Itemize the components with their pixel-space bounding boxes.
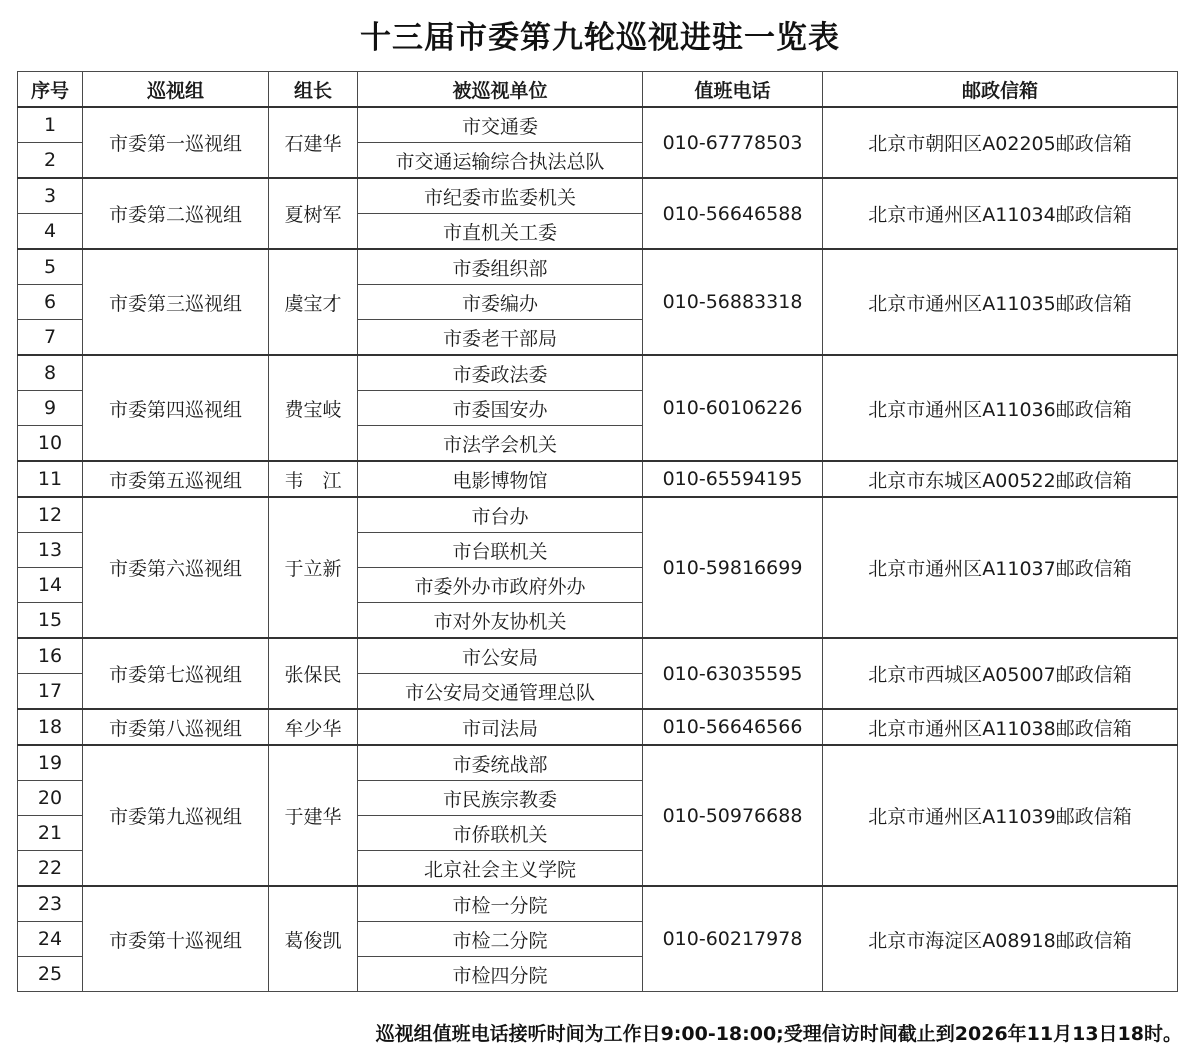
seq-cell: 16 bbox=[18, 638, 83, 674]
group-name-cell: 市委第五巡视组 bbox=[83, 461, 269, 497]
footer-note: 巡视组值班电话接听时间为工作日9:00-18:00;受理信访时间截止到2026年11月13日18时。 bbox=[375, 1023, 1182, 1045]
table-row bbox=[18, 709, 1178, 745]
duty-phone-cell: 010-50976688 bbox=[643, 745, 823, 886]
group-leader-cell: 牟少华 bbox=[269, 709, 358, 745]
table-row bbox=[18, 355, 1178, 391]
inspected-unit-cell: 市委编办 bbox=[358, 285, 643, 320]
mailbox-cell: 北京市通州区A11035邮政信箱 bbox=[823, 249, 1178, 355]
seq-cell: 9 bbox=[18, 391, 83, 426]
header-seq: 序号 bbox=[18, 72, 83, 108]
inspected-unit-cell: 市台办 bbox=[358, 497, 643, 533]
seq-cell: 14 bbox=[18, 568, 83, 603]
group-name-cell: 市委第九巡视组 bbox=[83, 745, 269, 886]
seq-cell: 15 bbox=[18, 603, 83, 639]
seq-cell: 11 bbox=[18, 461, 83, 497]
table-body bbox=[18, 107, 1178, 992]
seq-cell: 13 bbox=[18, 533, 83, 568]
seq-cell: 18 bbox=[18, 709, 83, 745]
seq-cell: 10 bbox=[18, 426, 83, 462]
mailbox-cell: 北京市东城区A00522邮政信箱 bbox=[823, 461, 1178, 497]
inspected-unit-cell: 市委统战部 bbox=[358, 745, 643, 781]
inspected-unit-cell: 市对外友协机关 bbox=[358, 603, 643, 639]
table-row bbox=[18, 886, 1178, 922]
table-row bbox=[18, 178, 1178, 214]
inspected-unit-cell: 市委政法委 bbox=[358, 355, 643, 391]
inspected-unit-cell: 市直机关工委 bbox=[358, 214, 643, 250]
group-leader-cell: 葛俊凯 bbox=[269, 886, 358, 992]
inspected-unit-cell: 市委国安办 bbox=[358, 391, 643, 426]
seq-cell: 12 bbox=[18, 497, 83, 533]
seq-cell: 25 bbox=[18, 957, 83, 992]
inspected-unit-cell: 市侨联机关 bbox=[358, 816, 643, 851]
inspected-unit-cell: 电影博物馆 bbox=[358, 461, 643, 497]
group-name-cell: 市委第三巡视组 bbox=[83, 249, 269, 355]
header-leader: 组长 bbox=[269, 72, 358, 108]
header-unit: 被巡视单位 bbox=[358, 72, 643, 108]
seq-cell: 5 bbox=[18, 249, 83, 285]
mailbox-cell: 北京市通州区A11039邮政信箱 bbox=[823, 745, 1178, 886]
duty-phone-cell: 010-63035595 bbox=[643, 638, 823, 709]
mailbox-cell: 北京市通州区A11038邮政信箱 bbox=[823, 709, 1178, 745]
mailbox-cell: 北京市通州区A11037邮政信箱 bbox=[823, 497, 1178, 638]
inspected-unit-cell: 市交通委 bbox=[358, 107, 643, 143]
group-leader-cell: 于立新 bbox=[269, 497, 358, 638]
table-row bbox=[18, 461, 1178, 497]
seq-cell: 4 bbox=[18, 214, 83, 250]
page-title: 十三届市委第九轮巡视进驻一览表 bbox=[360, 20, 840, 56]
table-row bbox=[18, 249, 1178, 285]
duty-phone-cell: 010-67778503 bbox=[643, 107, 823, 178]
duty-phone-cell: 010-56646566 bbox=[643, 709, 823, 745]
duty-phone-cell: 010-65594195 bbox=[643, 461, 823, 497]
inspected-unit-cell: 市交通运输综合执法总队 bbox=[358, 143, 643, 179]
group-leader-cell: 石建华 bbox=[269, 107, 358, 178]
inspected-unit-cell: 市委组织部 bbox=[358, 249, 643, 285]
seq-cell: 19 bbox=[18, 745, 83, 781]
seq-cell: 22 bbox=[18, 851, 83, 887]
group-leader-cell: 虞宝才 bbox=[269, 249, 358, 355]
mailbox-cell: 北京市通州区A11034邮政信箱 bbox=[823, 178, 1178, 249]
inspected-unit-cell: 市司法局 bbox=[358, 709, 643, 745]
inspected-unit-cell: 市检四分院 bbox=[358, 957, 643, 992]
inspected-unit-cell: 市台联机关 bbox=[358, 533, 643, 568]
table-row bbox=[18, 638, 1178, 674]
header-mailbox: 邮政信箱 bbox=[823, 72, 1178, 108]
seq-cell: 20 bbox=[18, 781, 83, 816]
inspected-unit-cell: 北京社会主义学院 bbox=[358, 851, 643, 887]
inspected-unit-cell: 市委外办市政府外办 bbox=[358, 568, 643, 603]
duty-phone-cell: 010-60106226 bbox=[643, 355, 823, 461]
inspected-unit-cell: 市法学会机关 bbox=[358, 426, 643, 462]
seq-cell: 21 bbox=[18, 816, 83, 851]
group-name-cell: 市委第十巡视组 bbox=[83, 886, 269, 992]
duty-phone-cell: 010-56646588 bbox=[643, 178, 823, 249]
inspected-unit-cell: 市检二分院 bbox=[358, 922, 643, 957]
duty-phone-cell: 010-59816699 bbox=[643, 497, 823, 638]
group-leader-cell: 韦 江 bbox=[269, 461, 358, 497]
header-phone: 值班电话 bbox=[643, 72, 823, 108]
inspection-table bbox=[17, 71, 1178, 992]
group-name-cell: 市委第八巡视组 bbox=[83, 709, 269, 745]
header-group: 巡视组 bbox=[83, 72, 269, 108]
seq-cell: 3 bbox=[18, 178, 83, 214]
inspected-unit-cell: 市委老干部局 bbox=[358, 320, 643, 356]
seq-cell: 6 bbox=[18, 285, 83, 320]
group-leader-cell: 夏树军 bbox=[269, 178, 358, 249]
inspected-unit-cell: 市纪委市监委机关 bbox=[358, 178, 643, 214]
group-name-cell: 市委第四巡视组 bbox=[83, 355, 269, 461]
inspected-unit-cell: 市公安局交通管理总队 bbox=[358, 674, 643, 710]
table-row bbox=[18, 107, 1178, 143]
mailbox-cell: 北京市通州区A11036邮政信箱 bbox=[823, 355, 1178, 461]
duty-phone-cell: 010-56883318 bbox=[643, 249, 823, 355]
seq-cell: 1 bbox=[18, 107, 83, 143]
group-name-cell: 市委第二巡视组 bbox=[83, 178, 269, 249]
group-name-cell: 市委第七巡视组 bbox=[83, 638, 269, 709]
mailbox-cell: 北京市朝阳区A02205邮政信箱 bbox=[823, 107, 1178, 178]
group-leader-cell: 张保民 bbox=[269, 638, 358, 709]
seq-cell: 24 bbox=[18, 922, 83, 957]
seq-cell: 8 bbox=[18, 355, 83, 391]
seq-cell: 17 bbox=[18, 674, 83, 710]
mailbox-cell: 北京市西城区A05007邮政信箱 bbox=[823, 638, 1178, 709]
seq-cell: 7 bbox=[18, 320, 83, 356]
group-name-cell: 市委第六巡视组 bbox=[83, 497, 269, 638]
inspected-unit-cell: 市公安局 bbox=[358, 638, 643, 674]
group-leader-cell: 于建华 bbox=[269, 745, 358, 886]
inspected-unit-cell: 市检一分院 bbox=[358, 886, 643, 922]
inspected-unit-cell: 市民族宗教委 bbox=[358, 781, 643, 816]
duty-phone-cell: 010-60217978 bbox=[643, 886, 823, 992]
mailbox-cell: 北京市海淀区A08918邮政信箱 bbox=[823, 886, 1178, 992]
group-name-cell: 市委第一巡视组 bbox=[83, 107, 269, 178]
seq-cell: 23 bbox=[18, 886, 83, 922]
group-leader-cell: 费宝岐 bbox=[269, 355, 358, 461]
seq-cell: 2 bbox=[18, 143, 83, 179]
table-row bbox=[18, 497, 1178, 533]
table-header-row bbox=[18, 72, 1178, 108]
table-row bbox=[18, 745, 1178, 781]
